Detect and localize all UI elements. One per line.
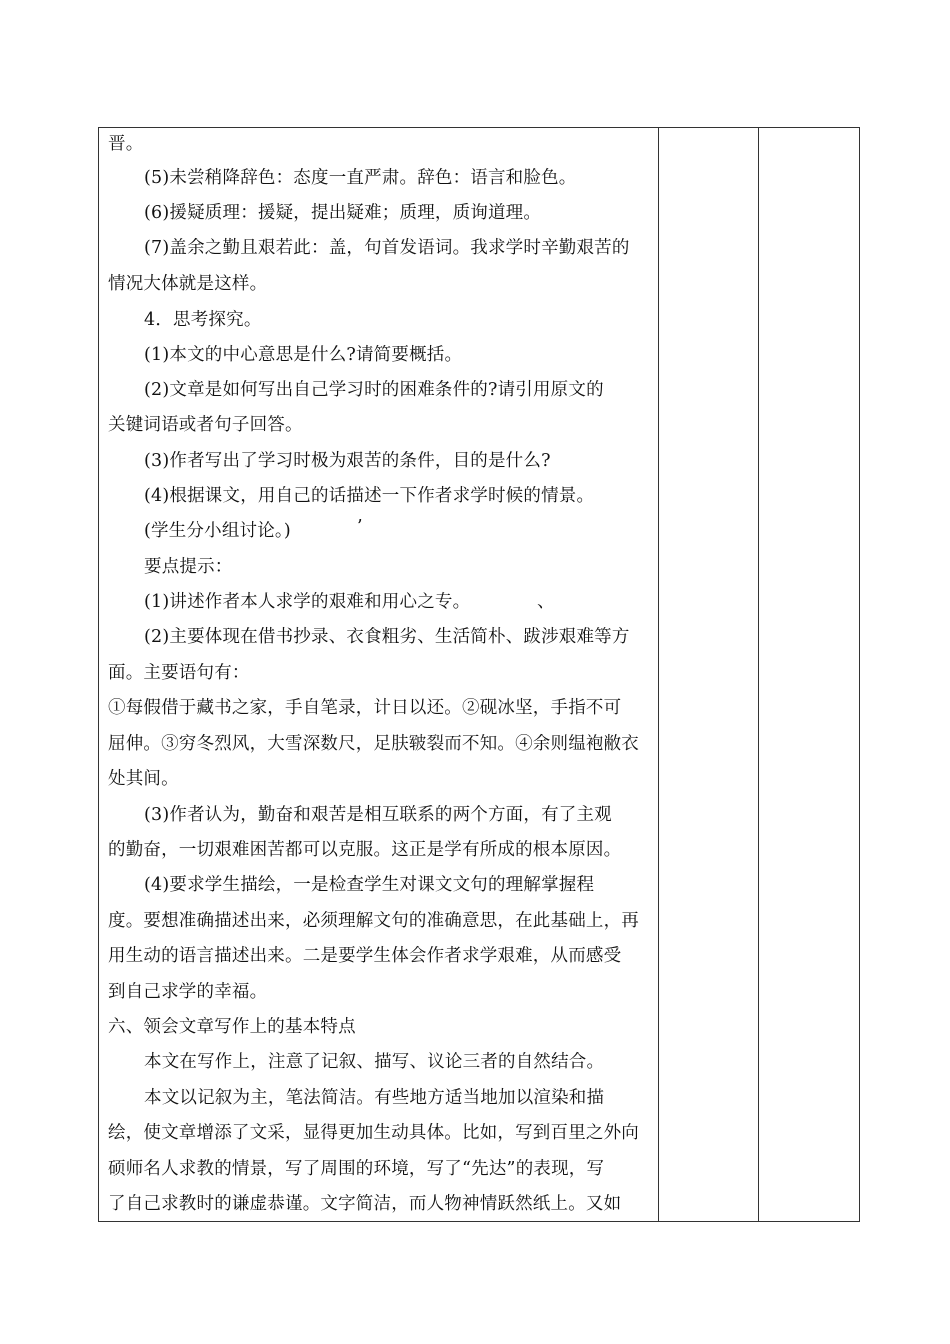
text-line: (1)本文的中心意思是什么?请简要概括。 (144, 345, 463, 365)
stray-mark: ’ (357, 517, 363, 537)
section-heading: 六、领会文章写作上的基本特点 (108, 1017, 356, 1037)
text-line: 晋。 (108, 134, 144, 154)
lesson-text-column (99, 128, 659, 1221)
text-line: (4)要求学生描绘，一是检查学生对课文文句的理解掌握程 (144, 875, 595, 895)
text-line: 的勤奋，一切艰难困苦都可以克服。这正是学有所成的根本原因。 (108, 840, 622, 860)
text-line: 面。主要语句有： (108, 663, 250, 683)
text-line: (1)讲述作者本人求学的艰难和用心之专。 (144, 592, 471, 612)
text-line: 度。要想准确描述出来，必须理解文句的准确意思，在此基础上，再 (108, 911, 639, 931)
text-line: 了自己求教时的谦虚恭谨。文字简洁，而人物神情跃然纸上。又如 (108, 1194, 622, 1214)
text-line: (学生分小组讨论。) (144, 521, 291, 541)
text-line: 屈伸。③穷冬烈风，大雪深数尺，足肤皲裂而不知。④余则缊袍敝衣 (108, 734, 639, 754)
text-line: 情况大体就是这样。 (108, 274, 268, 294)
text-line: (7)盖余之勤且艰若此：盖，句首发语词。我求学时辛勤艰苦的 (144, 238, 630, 258)
text-line: 4．思考探究。 (144, 310, 262, 330)
text-line: 本文以记叙为主，笔法简洁。有些地方适当地加以渲染和描 (144, 1088, 605, 1108)
text-line: (2)主要体现在借书抄录、衣食粗劣、生活简朴、跋涉艰难等方 (144, 627, 630, 647)
column-divider-2 (758, 128, 759, 1221)
text-line: 绘，使文章增添了文采，显得更加生动具体。比如，写到百里之外向 (108, 1123, 639, 1143)
text-line: 关键词语或者句子回答。 (108, 415, 303, 435)
lesson-table (98, 127, 860, 1222)
text-line: (2)文章是如何写出自己学习时的困难条件的?请引用原文的 (144, 380, 604, 400)
text-line: (4)根据课文，用自己的话描述一下作者求学时候的情景。 (144, 486, 595, 506)
text-line: (3)作者认为，勤奋和艰苦是相互联系的两个方面，有了主观 (144, 805, 612, 825)
text-line: 处其间。 (108, 769, 179, 789)
text-line: (3)作者写出了学习时极为艰苦的条件，目的是什么? (144, 451, 551, 471)
text-line: 到自己求学的幸福。 (108, 982, 268, 1002)
stray-mark: 、 (537, 592, 555, 612)
text-line: (6)援疑质理：援疑，提出疑难；质理，质询道理。 (144, 203, 542, 223)
text-line: 要点提示： (144, 557, 233, 577)
text-line: ①每假借于藏书之家，手自笔录，计日以还。②砚冰坚，手指不可 (108, 698, 622, 718)
text-line: (5)未尝稍降辞色：态度一直严肃。辞色：语言和脸色。 (144, 168, 577, 188)
text-line: 硕师名人求教的情景，写了周围的环境，写了“先达”的表现，写 (108, 1159, 605, 1179)
text-line: 用生动的语言描述出来。二是要学生体会作者求学艰难，从而感受 (108, 946, 622, 966)
text-line: 本文在写作上，注意了记叙、描写、议论三者的自然结合。 (144, 1052, 605, 1072)
